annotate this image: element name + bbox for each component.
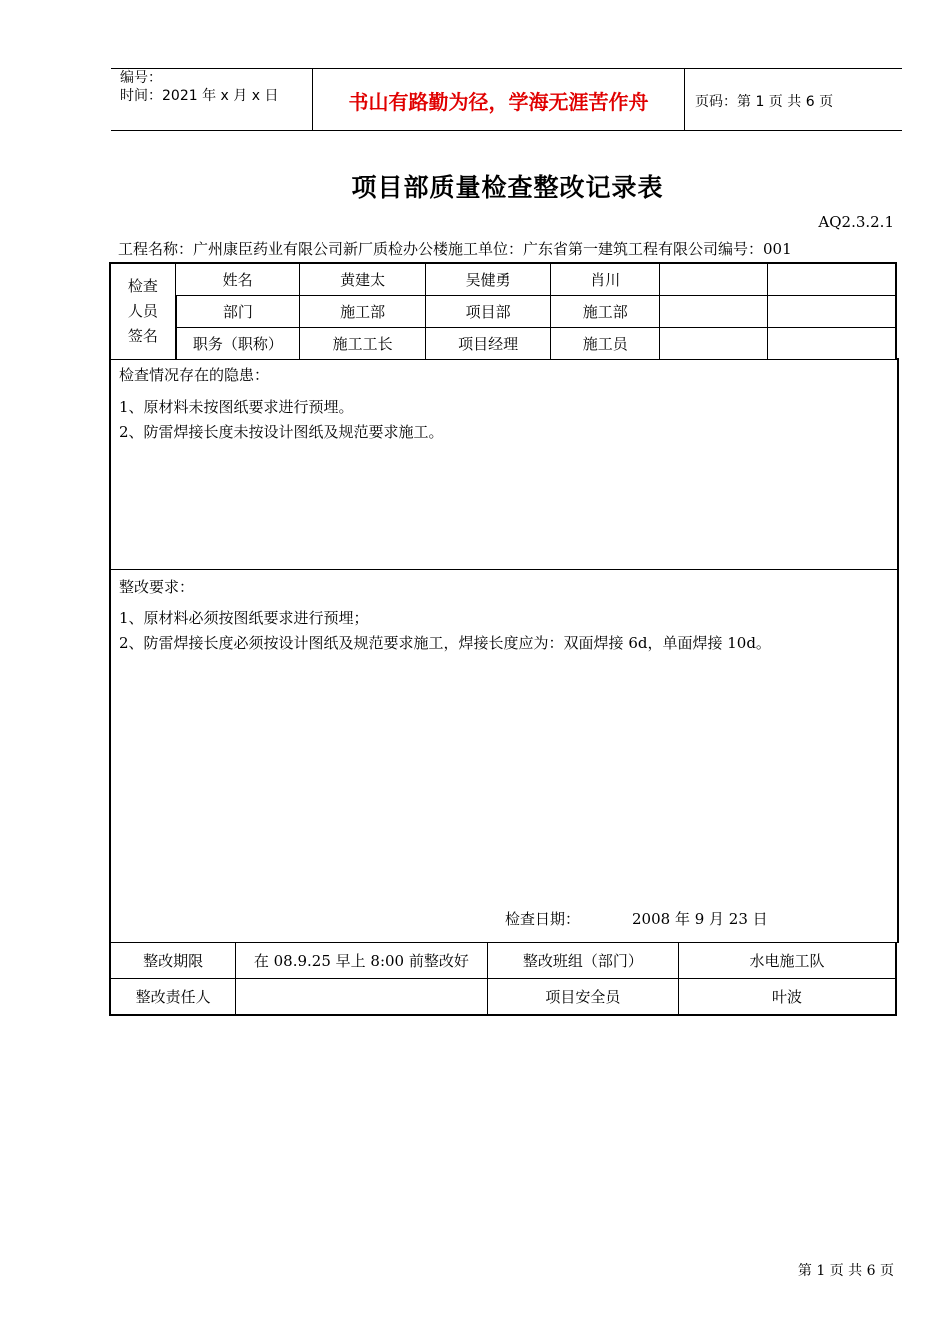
table-row [110, 943, 896, 979]
table-cell: 肖川 [550, 263, 660, 296]
table-cell: 整改期限 [110, 943, 236, 979]
requirements-heading: 整改要求： [119, 578, 195, 596]
table-row [110, 979, 896, 1016]
table-cell: 职务（职称） [176, 328, 300, 360]
table-cell: 部门 [176, 296, 300, 328]
table-cell [236, 979, 487, 1016]
page-footer: 第 1 页 共 6 页 [797, 1263, 894, 1279]
table-cell: 整改责任人 [110, 979, 236, 1016]
table-row [110, 328, 896, 360]
table-cell: 施工部 [299, 296, 426, 328]
table-cell: 施工员 [550, 328, 660, 360]
table-cell: 叶波 [679, 979, 896, 1016]
inspectors-table [109, 262, 897, 360]
requirement-item: 2、防雷焊接长度必须按设计图纸及规范要求施工，焊接长度应为：双面焊接 6d，单面焊接 10d。 [119, 634, 771, 652]
document-code: AQ2.3.2.1 [818, 213, 894, 231]
table-cell: 整改班组（部门） [487, 943, 679, 979]
time-label: 时间：2021 年 x 月 x 日 [120, 88, 279, 104]
header-page-info: 页码：第 1 页 共 6 页 [695, 93, 834, 110]
table-cell: 黄建太 [299, 263, 426, 296]
document-title: 项目部质量检查整改记录表 [351, 173, 664, 202]
check-date-label: 检查日期： [505, 910, 581, 928]
table-row [110, 296, 896, 328]
table-cell: 施工工长 [299, 328, 426, 360]
table-cell: 在 08.9.25 早上 8:00 前整改好 [236, 943, 487, 979]
page-header [111, 68, 902, 131]
requirements-section [109, 570, 899, 943]
hazards-section [109, 358, 899, 570]
table-cell [768, 328, 896, 360]
number-label: 编号： [120, 70, 162, 86]
requirement-item: 1、原材料必须按图纸要求进行预埋； [119, 609, 369, 627]
table-cell: 水电施工队 [679, 943, 896, 979]
table-cell: 项目部 [426, 296, 551, 328]
table-cell: 吴健勇 [426, 263, 551, 296]
table-cell [660, 263, 768, 296]
table-cell: 姓名 [176, 263, 300, 296]
table-cell: 项目安全员 [487, 979, 679, 1016]
hazard-item: 1、原材料未按图纸要求进行预埋。 [119, 398, 354, 416]
hazard-item: 2、防雷焊接长度未按设计图纸及规范要求施工。 [119, 423, 444, 441]
project-info-line: 工程名称：广州康臣药业有限公司新厂质检办公楼施工单位：广东省第一建筑工程有限公司编号：001 [118, 240, 792, 258]
hazards-heading: 检查情况存在的隐患： [119, 366, 270, 384]
check-date [505, 908, 768, 929]
check-date-value: 2008 年 9 月 23 日 [632, 910, 768, 928]
table-cell [768, 296, 896, 328]
table-row [110, 263, 896, 296]
table-cell: 项目经理 [426, 328, 551, 360]
header-left [120, 69, 310, 105]
inspectors-group-label: 检查 人员 签名 [110, 263, 176, 360]
table-cell: 施工部 [550, 296, 660, 328]
table-cell [660, 328, 768, 360]
table-cell [768, 263, 896, 296]
rectification-table [109, 942, 897, 1016]
table-cell [660, 296, 768, 328]
header-motto: 书山有路勤为径，学海无涯苦作舟 [312, 69, 685, 130]
